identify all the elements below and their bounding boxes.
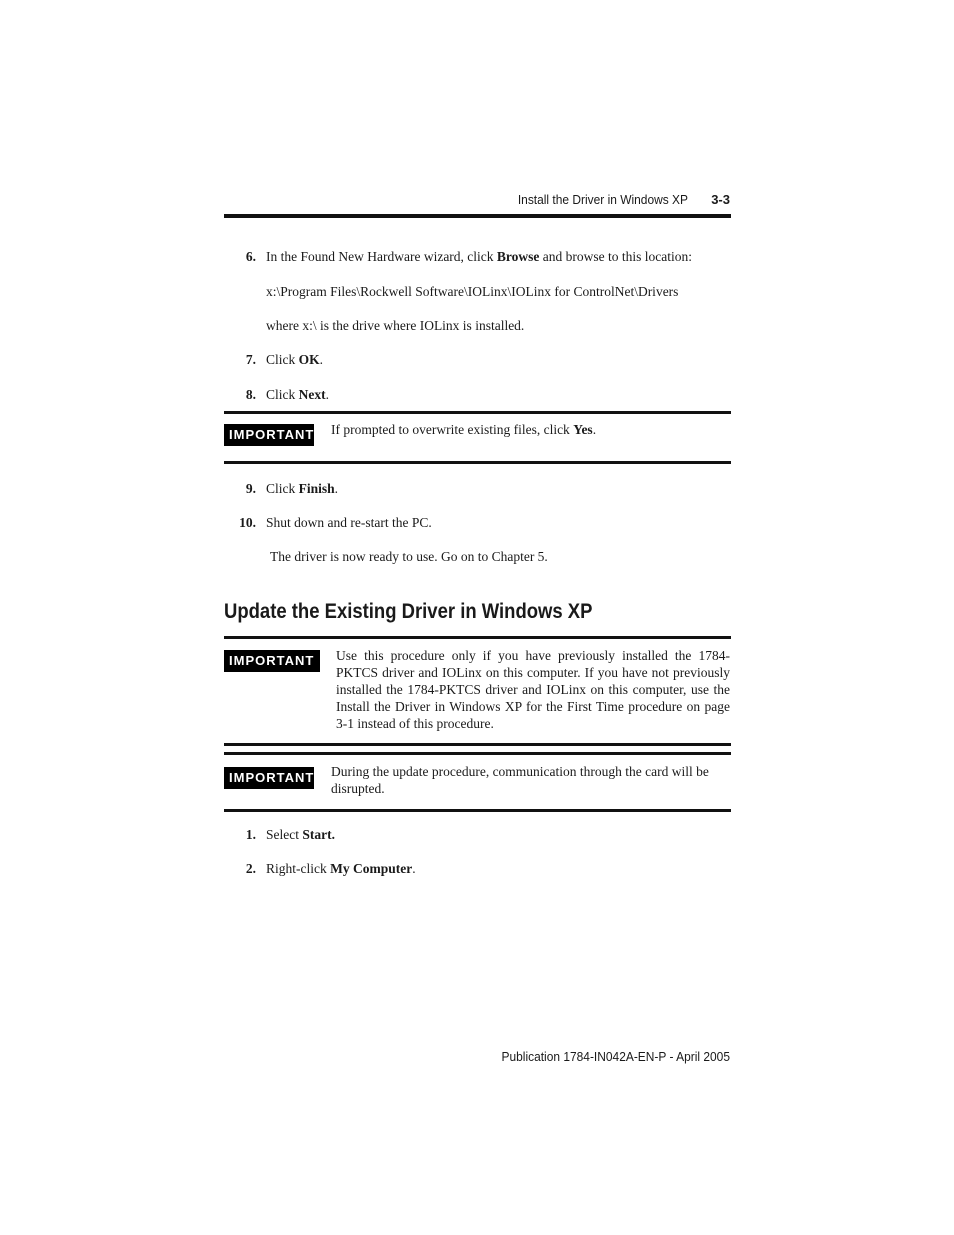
driver-path-note: where x:\ is the drive where IOLinx is installed. (266, 318, 525, 333)
step-number: 9. (245, 481, 256, 496)
step-number: 2. (245, 861, 256, 876)
section-title: Update the Existing Driver in Windows XP (224, 600, 593, 623)
important-rule-bottom (224, 461, 731, 464)
important-note-procedure: Use this procedure only if you have previously installed the 1784-PKTCS driver and IOLinx on this computer. If you have not previously installed the 1784-PKTCS driver and IOLinx on this computer, use the Install the Driver in Windows XP for the First Time procedure on page 3-1 instead of this procedure. (336, 648, 730, 731)
finish-keyword: Finish (298, 481, 335, 496)
ok-keyword: OK (298, 352, 320, 367)
step-number: 10. (239, 515, 256, 530)
important-rule-top (224, 636, 731, 639)
publication-footer: Publication 1784-IN042A-EN-P - April 2005 (501, 1049, 730, 1064)
browse-keyword: Browse (496, 249, 540, 264)
step-number: 8. (245, 387, 256, 402)
step-number: 7. (245, 352, 256, 367)
running-header-title: Install the Driver in Windows XP (517, 192, 688, 207)
important-note-disruption: During the update procedure, communication through the card will be disrupted. (331, 764, 709, 796)
start-keyword: Start. (302, 827, 335, 842)
important-rule-bottom (224, 809, 731, 812)
important-badge: IMPORTANT (224, 650, 320, 672)
header-rule (224, 214, 731, 218)
driver-path: x:\Program Files\Rockwell Software\IOLinx\IOLinx for ControlNet\Drivers (266, 284, 679, 299)
yes-keyword: Yes (573, 422, 593, 437)
my-computer-keyword: My Computer (330, 861, 413, 876)
important-badge: IMPORTANT (224, 767, 314, 789)
important-note-overwrite: If prompted to overwrite existing files, click Yes. (331, 422, 597, 437)
important-rule-top (224, 411, 731, 414)
important-rule-top (224, 752, 731, 755)
ready-note: The driver is now ready to use. Go on to Chapter 5. (270, 549, 548, 564)
page-number: 3-3 (711, 192, 730, 207)
step-number: 6. (245, 249, 256, 264)
next-keyword: Next (298, 387, 326, 402)
important-rule-bottom (224, 743, 731, 746)
step-number: 1. (245, 827, 256, 842)
important-badge: IMPORTANT (224, 424, 314, 446)
